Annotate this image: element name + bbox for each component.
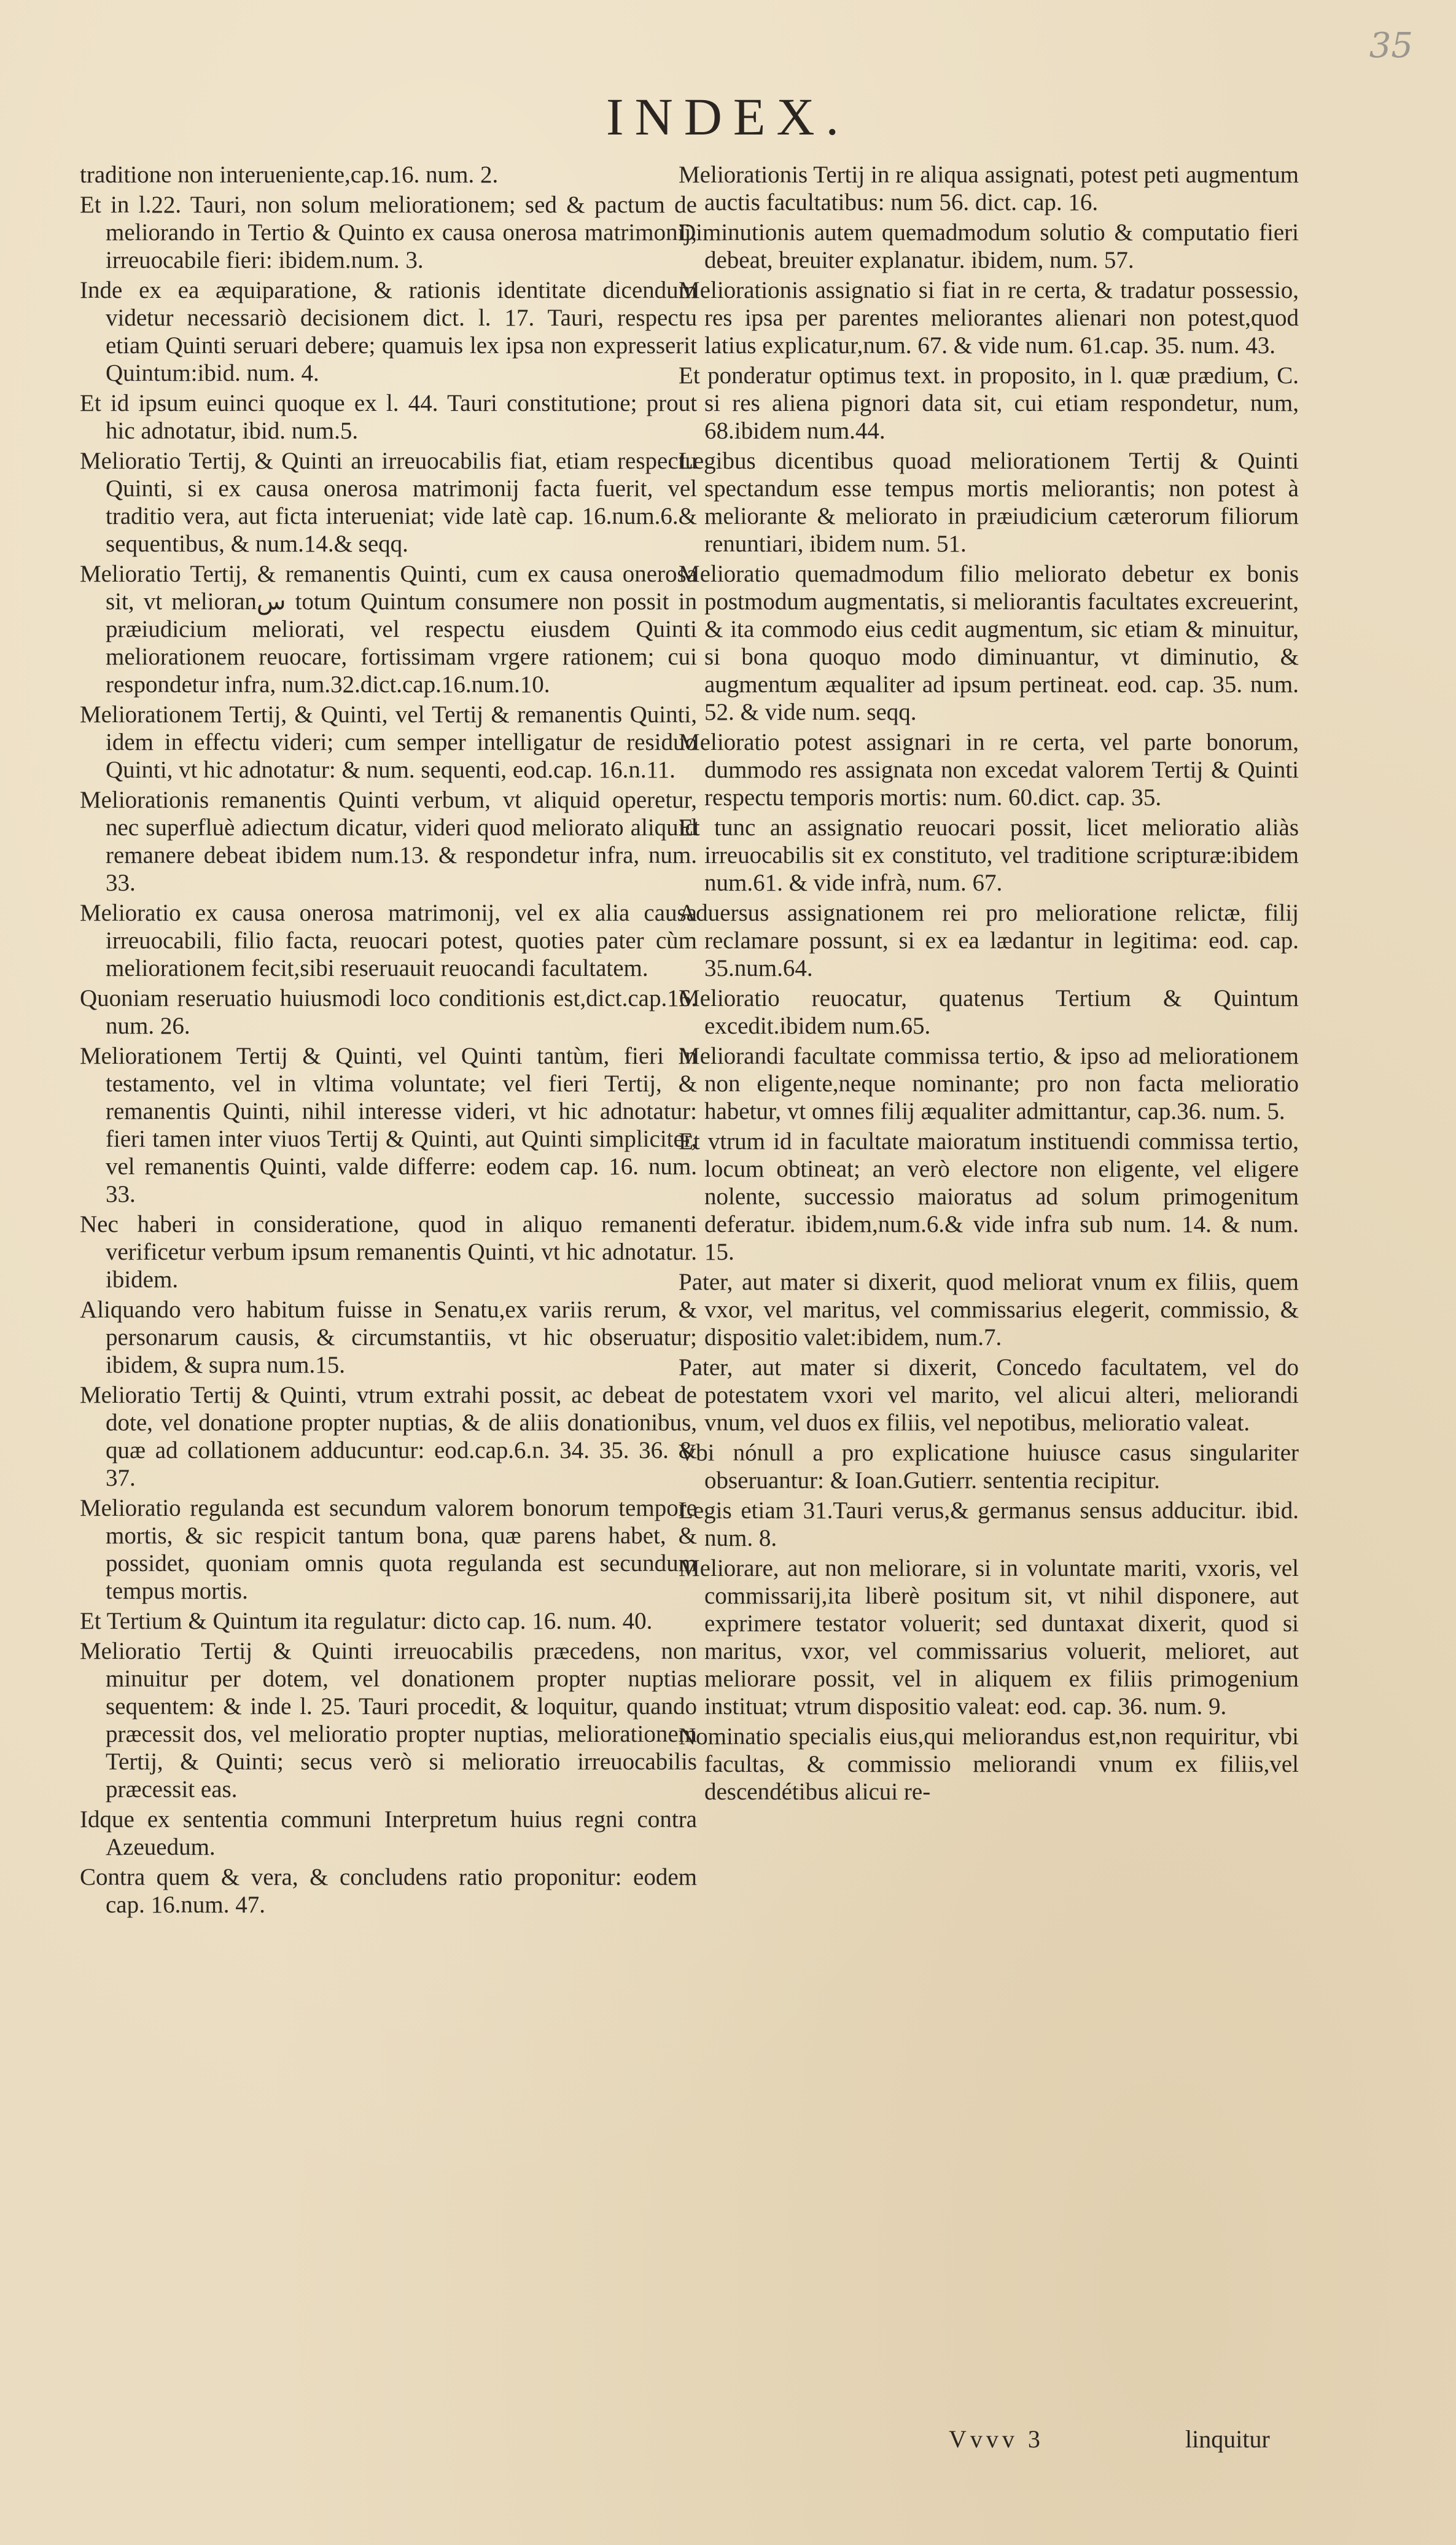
index-entry: Et tunc an assignatio reuocari possit, licet melioratio aliàs irreuocabilis sit ex constituto, vel traditione scripturæ:ibidem num.61. & vide infrà, num. 67. xyxy=(679,814,1299,896)
index-entry: Idque ex sententia communi Interpretum huius regni contra Azeuedum. xyxy=(80,1806,697,1860)
signature-mark: Vvvv 3 xyxy=(949,2425,1044,2453)
page-title: INDEX. xyxy=(606,87,850,146)
index-entry: Melioratio potest assignari in re certa, vel parte bonorum, dummodo res assignata non excedat valorem Tertij & Quinti respectu temporis mortis: num. 60.dict. cap. 35. xyxy=(679,729,1299,811)
index-entry: Legis etiam 31.Tauri verus,& germanus sensus adducitur. ibid. num. 8. xyxy=(679,1497,1299,1551)
index-entry: Meliorationis assignatio si fiat in re certa, & tradatur possessio, res ipsa per parentes meliorantes alienari non potest,quod latius explicatur,num. 67. & vide num. 61.cap. 35. num. 43. xyxy=(679,277,1299,359)
index-entry: Et vtrum id in facultate maioratum instituendi commissa tertio, locum obtineat; an verò electore non eligente, vel eligere nolente, successio maioratus ad solum primogenitum deferatur. ibidem,num.6.& vide infra sub num. 14. & num. 15. xyxy=(679,1128,1299,1265)
index-entry: Aduersus assignationem rei pro melioratione relictæ, filij reclamare possunt, si ex ea lædantur in legitima: eod. cap. 35.num.64. xyxy=(679,900,1299,981)
index-entry: Inde ex ea æquiparatione, & rationis identitate dicendum videtur necessariò decisionem dict. l. 17. Tauri, respectu etiam Quinti seruari debere; quamuis lex ipsa non expresserit Quintum:ibid. num. 4. xyxy=(80,277,697,386)
index-entry: Melioratio Tertij, & Quinti an irreuocabilis fiat, etiam respectu Quinti, si ex causa onerosa matrimonij facta fuerit, vel traditio vera, aut ficta interueniat; vide latè cap. 16.num.6.& sequentibus, & num.14.& seqq. xyxy=(80,448,697,557)
folio-number: 35 xyxy=(1369,26,1413,66)
index-entry: Melioratio Tertij, & remanentis Quinti, cum ex causa onerosa sit, vt melioranس totum Quintum consumere non possit in præiudicium meliorati, vel respectu eiusdem Quinti meliorationem reuocare, fortissimam vrgere rationem; cui respondetur infra, num.32.dict.cap.16.num.10. xyxy=(80,561,697,698)
index-entry: Diminutionis autem quemadmodum solutio & computatio fieri debeat, breuiter explanatur. ibidem, num. 57. xyxy=(679,219,1299,273)
right-column xyxy=(679,161,1299,2403)
index-entry: Pater, aut mater si dixerit, quod meliorat vnum ex filiis, quem vxor, vel maritus, vel commissarius elegerit, commissio, & dispositio valet:ibidem, num.7. xyxy=(679,1269,1299,1350)
index-entry: traditione non interueniente,cap.16. num. 2. xyxy=(80,162,499,188)
index-entry: Aliquando vero habitum fuisse in Senatu,ex variis rerum, & personarum causis, & circumstantiis, vt hic obseruatur; ibidem, & supra num.15. xyxy=(80,1296,697,1378)
index-entry: Et ponderatur optimus text. in proposito, in l. quæ prædium, C. si res aliena pignori data sit, cui etiam respondetur, num, 68.ibidem num.44. xyxy=(679,362,1299,444)
index-entry: Legibus dicentibus quoad meliorationem Tertij & Quinti spectandum esse tempus mortis meliorantis; non potest à meliorante & meliorato in præiudicium cæterorum filiorum renuntiari, ibidem num. 51. xyxy=(679,448,1299,557)
index-entry: Melioratio Tertij & Quinti irreuocabilis præcedens, non minuitur per dotem, vel donationem propter nuptias sequentem: & inde l. 25. Tauri procedit, & loquitur, quando præcessit dos, vel melioratio propter nuptias, meliorationem Tertij, & Quinti; secus verò si melioratio irreuocabilis præcessit eas. xyxy=(80,1638,697,1803)
index-entry: Meliorationis Tertij in re aliqua assignati, potest peti augmentum auctis facultatibus: num 56. dict. cap. 16. xyxy=(679,162,1299,216)
index-entry: Meliorationem Tertij & Quinti, vel Quinti tantùm, fieri in testamento, vel in vltima voluntate; vel fieri Tertij, & remanentis Quinti, nihil interesse videri, vt hic adnotatur: fieri tamen inter viuos Tertij & Quinti, aut Quinti simpliciter, vel remanentis Quinti, valde differre: eodem cap. 16. num. 33. xyxy=(80,1043,697,1207)
left-column xyxy=(80,161,697,2403)
index-entry: Melioratio Tertij & Quinti, vtrum extrahi possit, ac debeat de dote, vel donatione propter nuptias, & de aliis donationibus, quæ ad collationem adducuntur: eod.cap.6.n. 34. 35. 36. & 37. xyxy=(80,1382,697,1491)
catchword: linquitur xyxy=(1185,2425,1270,2453)
index-entry: Melioratio quemadmodum filio meliorato debetur ex bonis postmodum augmentatis, si meliorantis facultates excreuerint, & ita commodo eius cedit augmentum, sic etiam & minuitur, si bona quoquo modo diminuantur, vt diminutio, & augmentum æqualiter ad ipsum pertineat. eod. cap. 35. num. 52. & vide num. seqq. xyxy=(679,561,1299,725)
index-entry: Melioratio ex causa onerosa matrimonij, vel ex alia causa irreuocabili, filio facta, reuocari potest, quoties pater cùm meliorationem fecit,sibi reseruauit reuocandi facultatem. xyxy=(80,900,697,981)
index-entry: Melioratio reuocatur, quatenus Tertium & Quintum excedit.ibidem num.65. xyxy=(679,985,1299,1039)
index-entry: Vbi nónull a pro explicatione huiusce casus singulariter obseruantur: & Ioan.Gutierr. sententia recipitur. xyxy=(679,1440,1299,1494)
index-entry: Meliorationis remanentis Quinti verbum, vt aliquid operetur, nec superfluè adiectum dicatur, videri quod meliorato aliquid remanere debeat ibidem num.13. & respondetur infra, num. 33. xyxy=(80,787,697,896)
index-entry: Nec haberi in consideratione, quod in aliquo remanenti verificetur verbum ipsum remanentis Quinti, vt hic adnotatur. ibidem. xyxy=(80,1211,697,1293)
index-entry: Et id ipsum euinci quoque ex l. 44. Tauri constitutione; prout hic adnotatur, ibid. num.5. xyxy=(80,390,697,444)
index-entry: Meliorandi facultate commissa tertio, & ipso ad meliorationem non eligente,neque nominante; pro non facta melioratio habetur, vt omnes filij æqualiter admittantur, cap.36. num. 5. xyxy=(679,1043,1299,1124)
index-entry: Et Tertium & Quintum ita regulatur: dicto cap. 16. num. 40. xyxy=(80,1608,653,1634)
index-entry: Et in l.22. Tauri, non solum meliorationem; sed & pactum de meliorando in Tertio & Quinto ex causa onerosa matrimonij, irreuocabile fieri: ibidem.num. 3. xyxy=(80,192,697,273)
index-entry: Meliorationem Tertij, & Quinti, vel Tertij & remanentis Quinti, idem in effectu videri; cum semper intelligatur de residuo Quinti, vt hic adnotatur: & num. sequenti, eod.cap. 16.n.11. xyxy=(80,701,697,783)
index-entry: Melioratio regulanda est secundum valorem bonorum tempore mortis, & sic respicit tantum bona, quæ parens habet, & possidet, quoniam omnis quota regulanda est secundum tempus mortis. xyxy=(80,1495,697,1604)
index-entry: Meliorare, aut non meliorare, si in voluntate mariti, vxoris, vel commissarij,ita liberè positum sit, vt nihil disponere, aut exprimere testator voluerit; sed duntaxat dixerit, quod si maritus, vxor, vel commissarius voluerit, melioret, aut meliorare possit, vel in aliquem ex filiis primogenium instituat; vtrum dispositio valeat: eod. cap. 36. num. 9. xyxy=(679,1555,1299,1720)
index-entry: Contra quem & vera, & concludens ratio proponitur: eodem cap. 16.num. 47. xyxy=(80,1864,697,1918)
index-entry: Quoniam reseruatio huiusmodi loco conditionis est,dict.cap.16. num. 26. xyxy=(80,985,697,1039)
index-entry: Nominatio specialis eius,qui meliorandus est,non requiritur, vbi facultas, & commissio meliorandi vnum ex filiis,vel descendétibus alicui re- xyxy=(679,1723,1299,1805)
index-entry: Pater, aut mater si dixerit, Concedo facultatem, vel do potestatem vxori vel marito, vel alicui alteri, meliorandi vnum, vel duos ex filiis, vel nepotibus, melioratio valeat. xyxy=(679,1354,1299,1436)
